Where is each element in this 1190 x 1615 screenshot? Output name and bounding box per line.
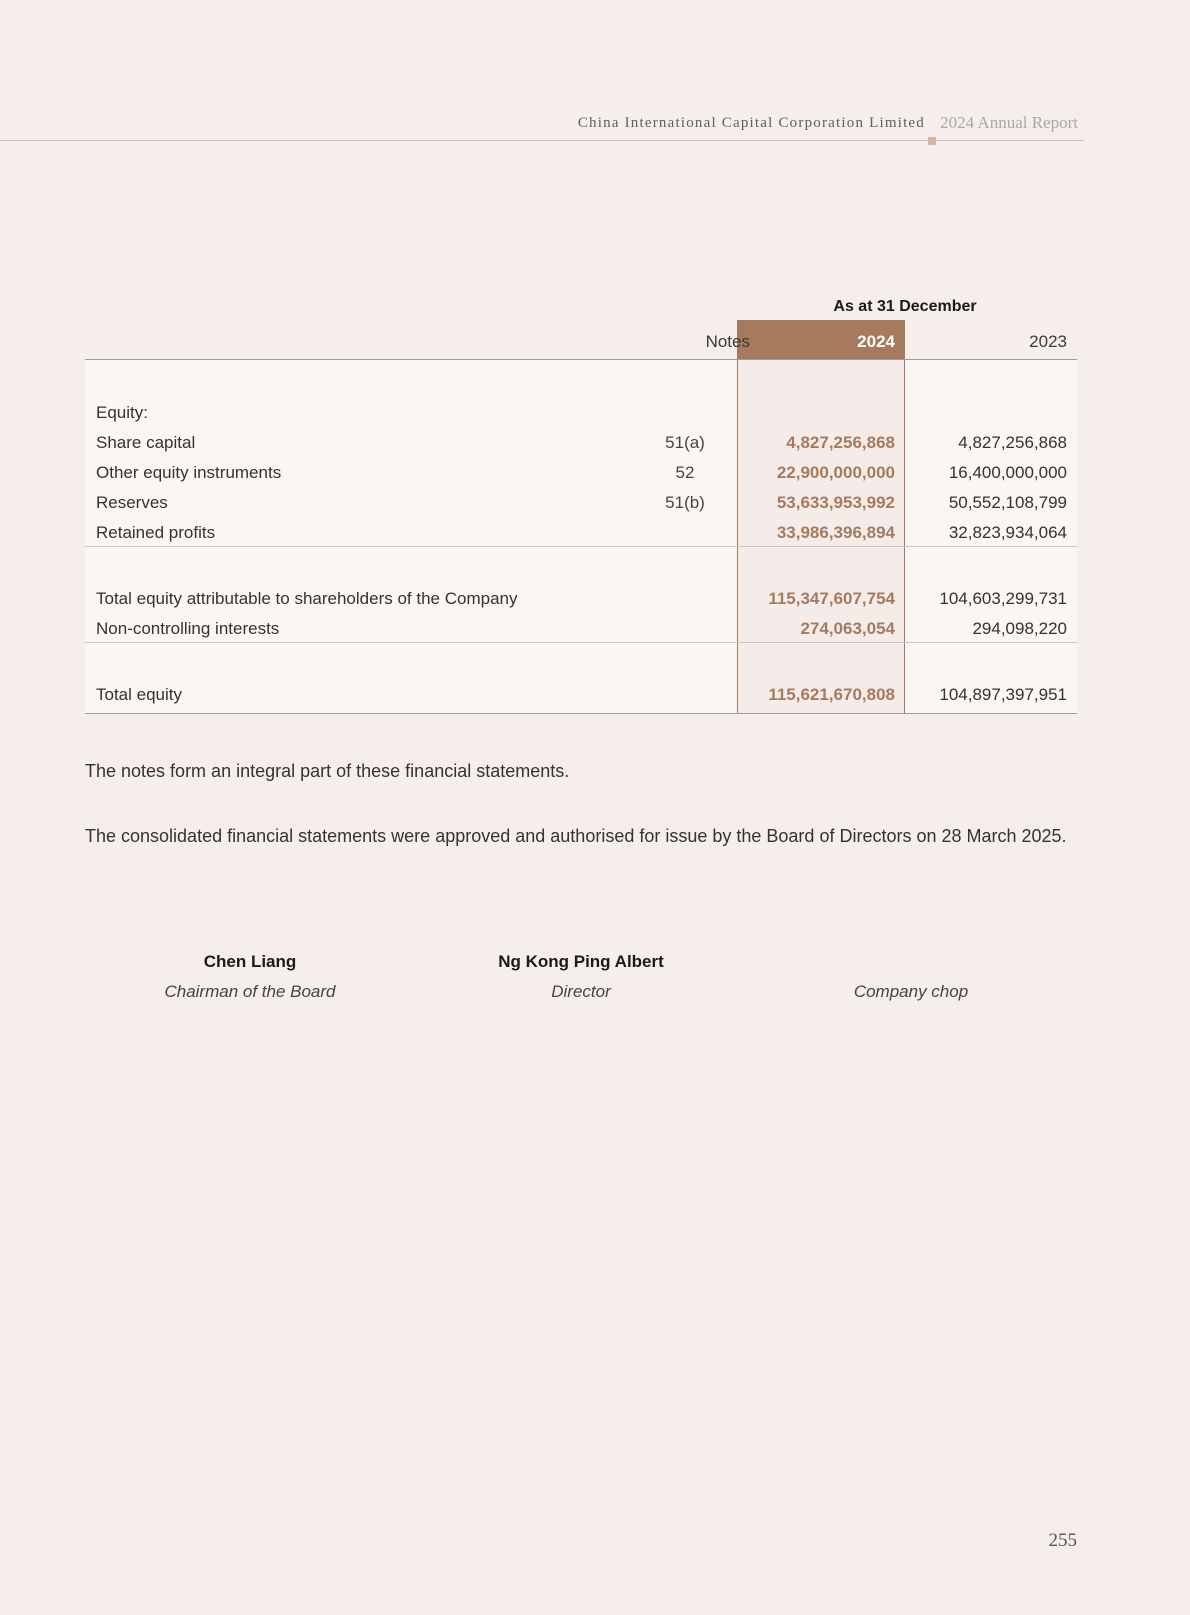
total-row <box>85 685 1077 711</box>
row-note: 52 <box>675 463 695 482</box>
row-value-2023: 16,400,000,000 <box>948 463 1067 482</box>
subtotal-rule <box>85 546 1077 547</box>
row-label: Retained profits <box>96 523 216 542</box>
approval-statement: The consolidated financial statements were approved and authorised for issue by the Board of Directors on 28 March 2025. <box>85 826 1067 846</box>
section-label: Equity: <box>96 403 148 422</box>
section-row <box>85 403 1077 429</box>
total-label: Total equity <box>96 685 182 704</box>
row-label: Share capital <box>96 433 196 452</box>
notes-column-header: Notes <box>705 332 750 351</box>
period-heading: As at 31 December <box>833 298 977 315</box>
total-value-2023: 104,897,397,951 <box>939 685 1067 704</box>
equity-table <box>85 290 1077 715</box>
row-value-2024: 53,633,953,992 <box>776 493 895 512</box>
signatory-title: Director <box>551 982 611 1001</box>
row-label: Other equity instruments <box>96 463 282 482</box>
header-company-name: China International Capital Corporation Limited <box>577 115 925 131</box>
subtotal-row <box>85 589 1077 615</box>
notes-statement: The notes form an integral part of these financial statements. <box>85 761 570 781</box>
signatory-name: Ng Kong Ping Albert <box>498 952 664 971</box>
row-value-2023: 50,552,108,799 <box>948 493 1067 512</box>
header-divider <box>0 140 1084 141</box>
column-header-2024: 2024 <box>857 332 895 351</box>
signatory-title: Chairman of the Board <box>164 982 336 1001</box>
subtotal-value-2023: 104,603,299,731 <box>939 589 1067 608</box>
row-note: 51(b) <box>665 493 705 512</box>
subtotal-value-2024: 274,063,054 <box>800 619 895 638</box>
page-number: 255 <box>1048 1530 1077 1551</box>
row-label: Reserves <box>96 493 168 512</box>
company-chop-label: Company chop <box>853 982 969 1001</box>
column-header-2023: 2023 <box>1029 332 1067 351</box>
subtotal-value-2023: 294,098,220 <box>972 619 1067 638</box>
total-value-2024: 115,621,670,808 <box>768 685 895 704</box>
header-rule <box>85 359 1077 360</box>
row-value-2023: 32,823,934,064 <box>948 523 1067 542</box>
total-rule <box>85 642 1077 643</box>
header-report-title: 2024 Annual Report <box>940 113 1078 132</box>
signatory-name: Chen Liang <box>203 952 297 971</box>
table-row <box>85 493 1077 519</box>
row-value-2023: 4,827,256,868 <box>958 433 1067 452</box>
table-row <box>85 463 1077 489</box>
table-row <box>85 433 1077 459</box>
row-value-2024: 4,827,256,868 <box>786 433 895 452</box>
subtotal-value-2024: 115,347,607,754 <box>768 589 895 608</box>
row-value-2024: 22,900,000,000 <box>776 463 895 482</box>
subtotal-label: Total equity attributable to shareholders of the Company <box>96 589 518 608</box>
header-marker <box>928 137 936 145</box>
row-note: 51(a) <box>665 433 705 452</box>
table-bottom-rule <box>85 713 1077 714</box>
subtotal-label: Non-controlling interests <box>96 619 280 638</box>
row-value-2024: 33,986,396,894 <box>776 523 895 542</box>
